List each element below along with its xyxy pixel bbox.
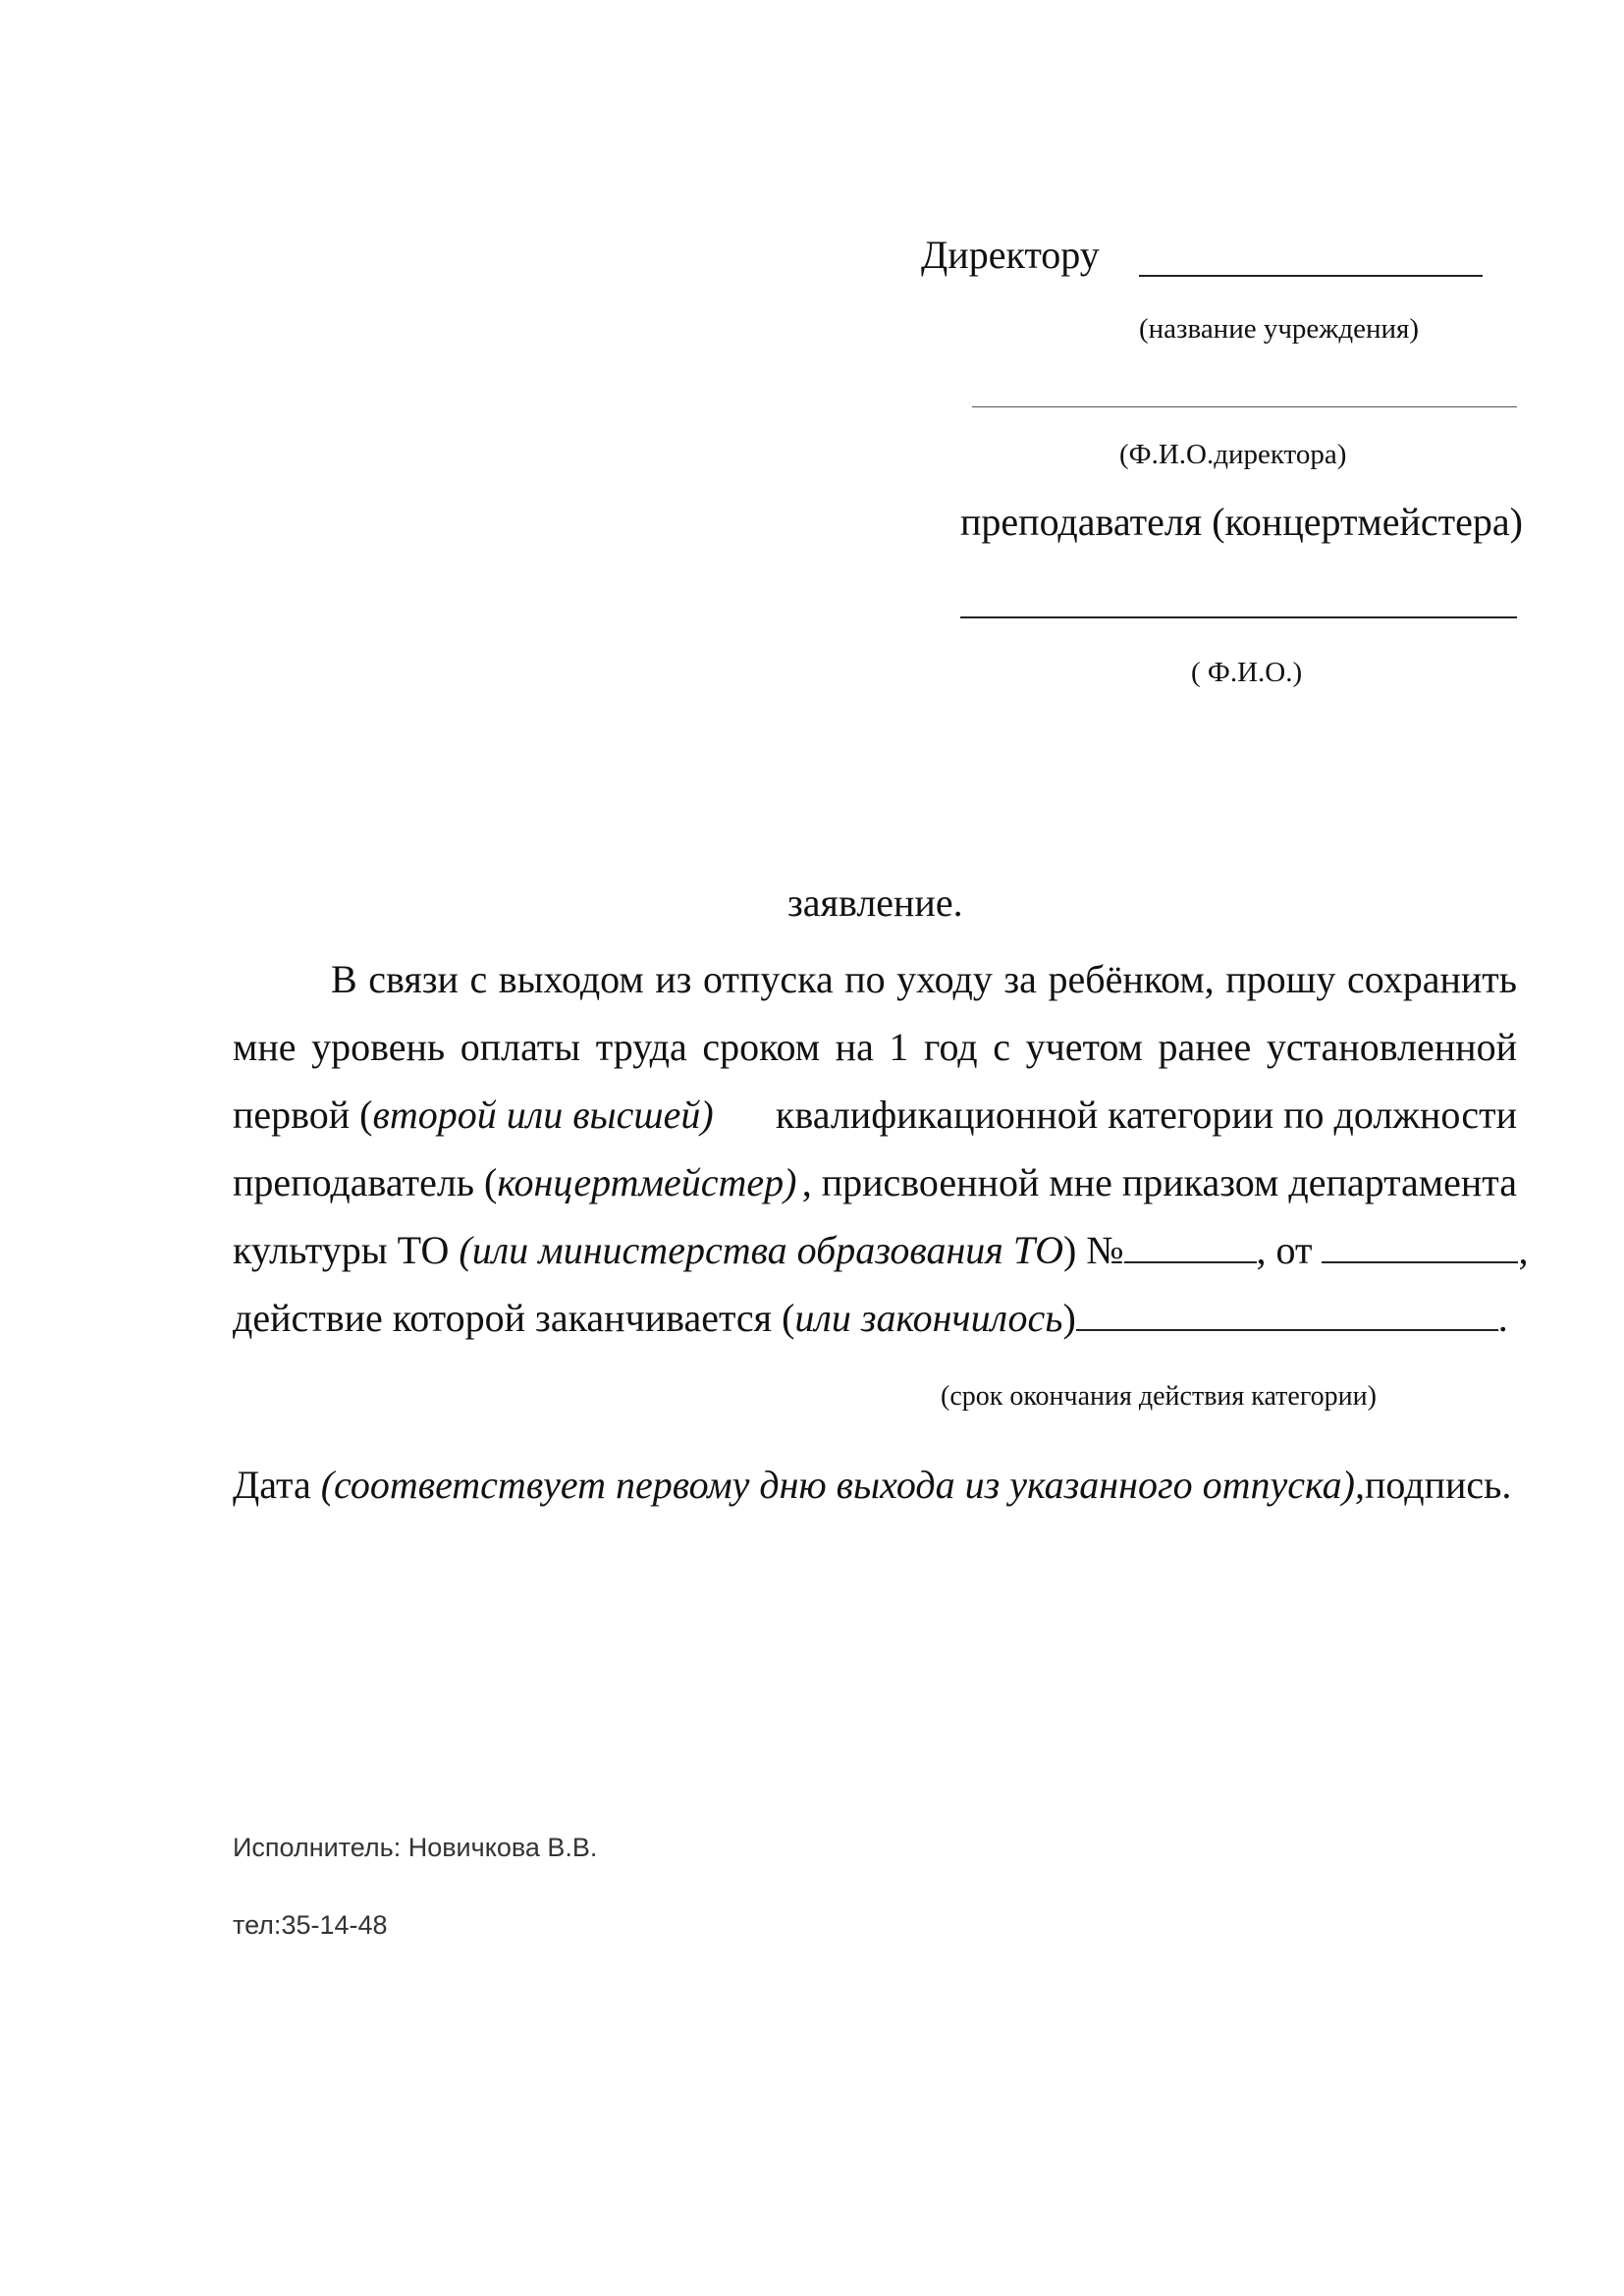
date-signature-line [233, 1462, 1511, 1509]
body-line-5 [233, 1227, 1529, 1274]
document-title: заявление. [787, 881, 963, 925]
body-line-2-text: мне уровень оплаты труда сроком на 1 год с учетом ранее установленной [233, 1025, 1517, 1069]
body-line-5-d: , [1518, 1228, 1529, 1272]
applicant-fio-blank-line [960, 616, 1517, 618]
signature-label: подпись. [1365, 1463, 1512, 1507]
expiry-date-blank [1076, 1296, 1498, 1331]
director-label: Директору [921, 233, 1100, 277]
body-line-5-a: культуры ТО [233, 1228, 460, 1272]
applicant-position-label: преподавателя (концертмейстера) [960, 500, 1523, 544]
body-line-6-italic: или закончилось [794, 1296, 1063, 1340]
body-line-5-b: ) № [1063, 1228, 1124, 1272]
body-line-6-a: действие которой заканчивается ( [233, 1296, 795, 1340]
date-label: Дата [233, 1463, 321, 1507]
executor-info: Исполнитель: Новичкова В.В. [233, 1833, 598, 1862]
body-line-6-b: ) [1062, 1296, 1076, 1340]
body-line-4-italic: концертмейстер) [497, 1160, 797, 1204]
order-date-blank [1322, 1228, 1518, 1263]
body-line-3-prefix [233, 1092, 714, 1139]
body-line-1-text: В связи с выходом из отпуска по уходу за ребёнком, прошу сохранить [331, 957, 1517, 1001]
applicant-fio-caption: ( Ф.И.О.) [1191, 657, 1303, 688]
director-fio-blank-line [972, 406, 1517, 407]
date-note: (соответствует первому дню выхода из указанного отпуска), [320, 1463, 1365, 1507]
institution-blank-line [1139, 275, 1483, 277]
body-line-5-c: , от [1256, 1228, 1313, 1272]
body-line-3-a: первой ( [233, 1093, 373, 1137]
order-number-blank [1124, 1228, 1257, 1263]
executor-phone: тел:35-14-48 [233, 1910, 388, 1940]
body-line-3-italic: второй или высшей) [372, 1093, 714, 1137]
body-line-4-b: , присвоенной мне приказом департамента [801, 1160, 1517, 1204]
body-line-4 [233, 1159, 1517, 1206]
body-line-6 [233, 1295, 1508, 1342]
expiry-caption: (срок окончания действия категории) [941, 1381, 1377, 1412]
body-line-3-b: квалификационной категории по должности [775, 1093, 1517, 1137]
body-line-1 [331, 956, 1517, 1003]
body-line-4-prefix [233, 1159, 797, 1206]
body-line-5-italic: (или министерства образования ТО [459, 1228, 1064, 1272]
body-line-6-end: . [1497, 1296, 1508, 1340]
body-line-2 [233, 1024, 1517, 1071]
body-line-3 [233, 1092, 1517, 1139]
body-line-4-a: преподаватель ( [233, 1160, 498, 1204]
director-fio-caption: (Ф.И.О.директора) [1119, 439, 1347, 470]
institution-caption: (название учреждения) [1139, 313, 1420, 345]
